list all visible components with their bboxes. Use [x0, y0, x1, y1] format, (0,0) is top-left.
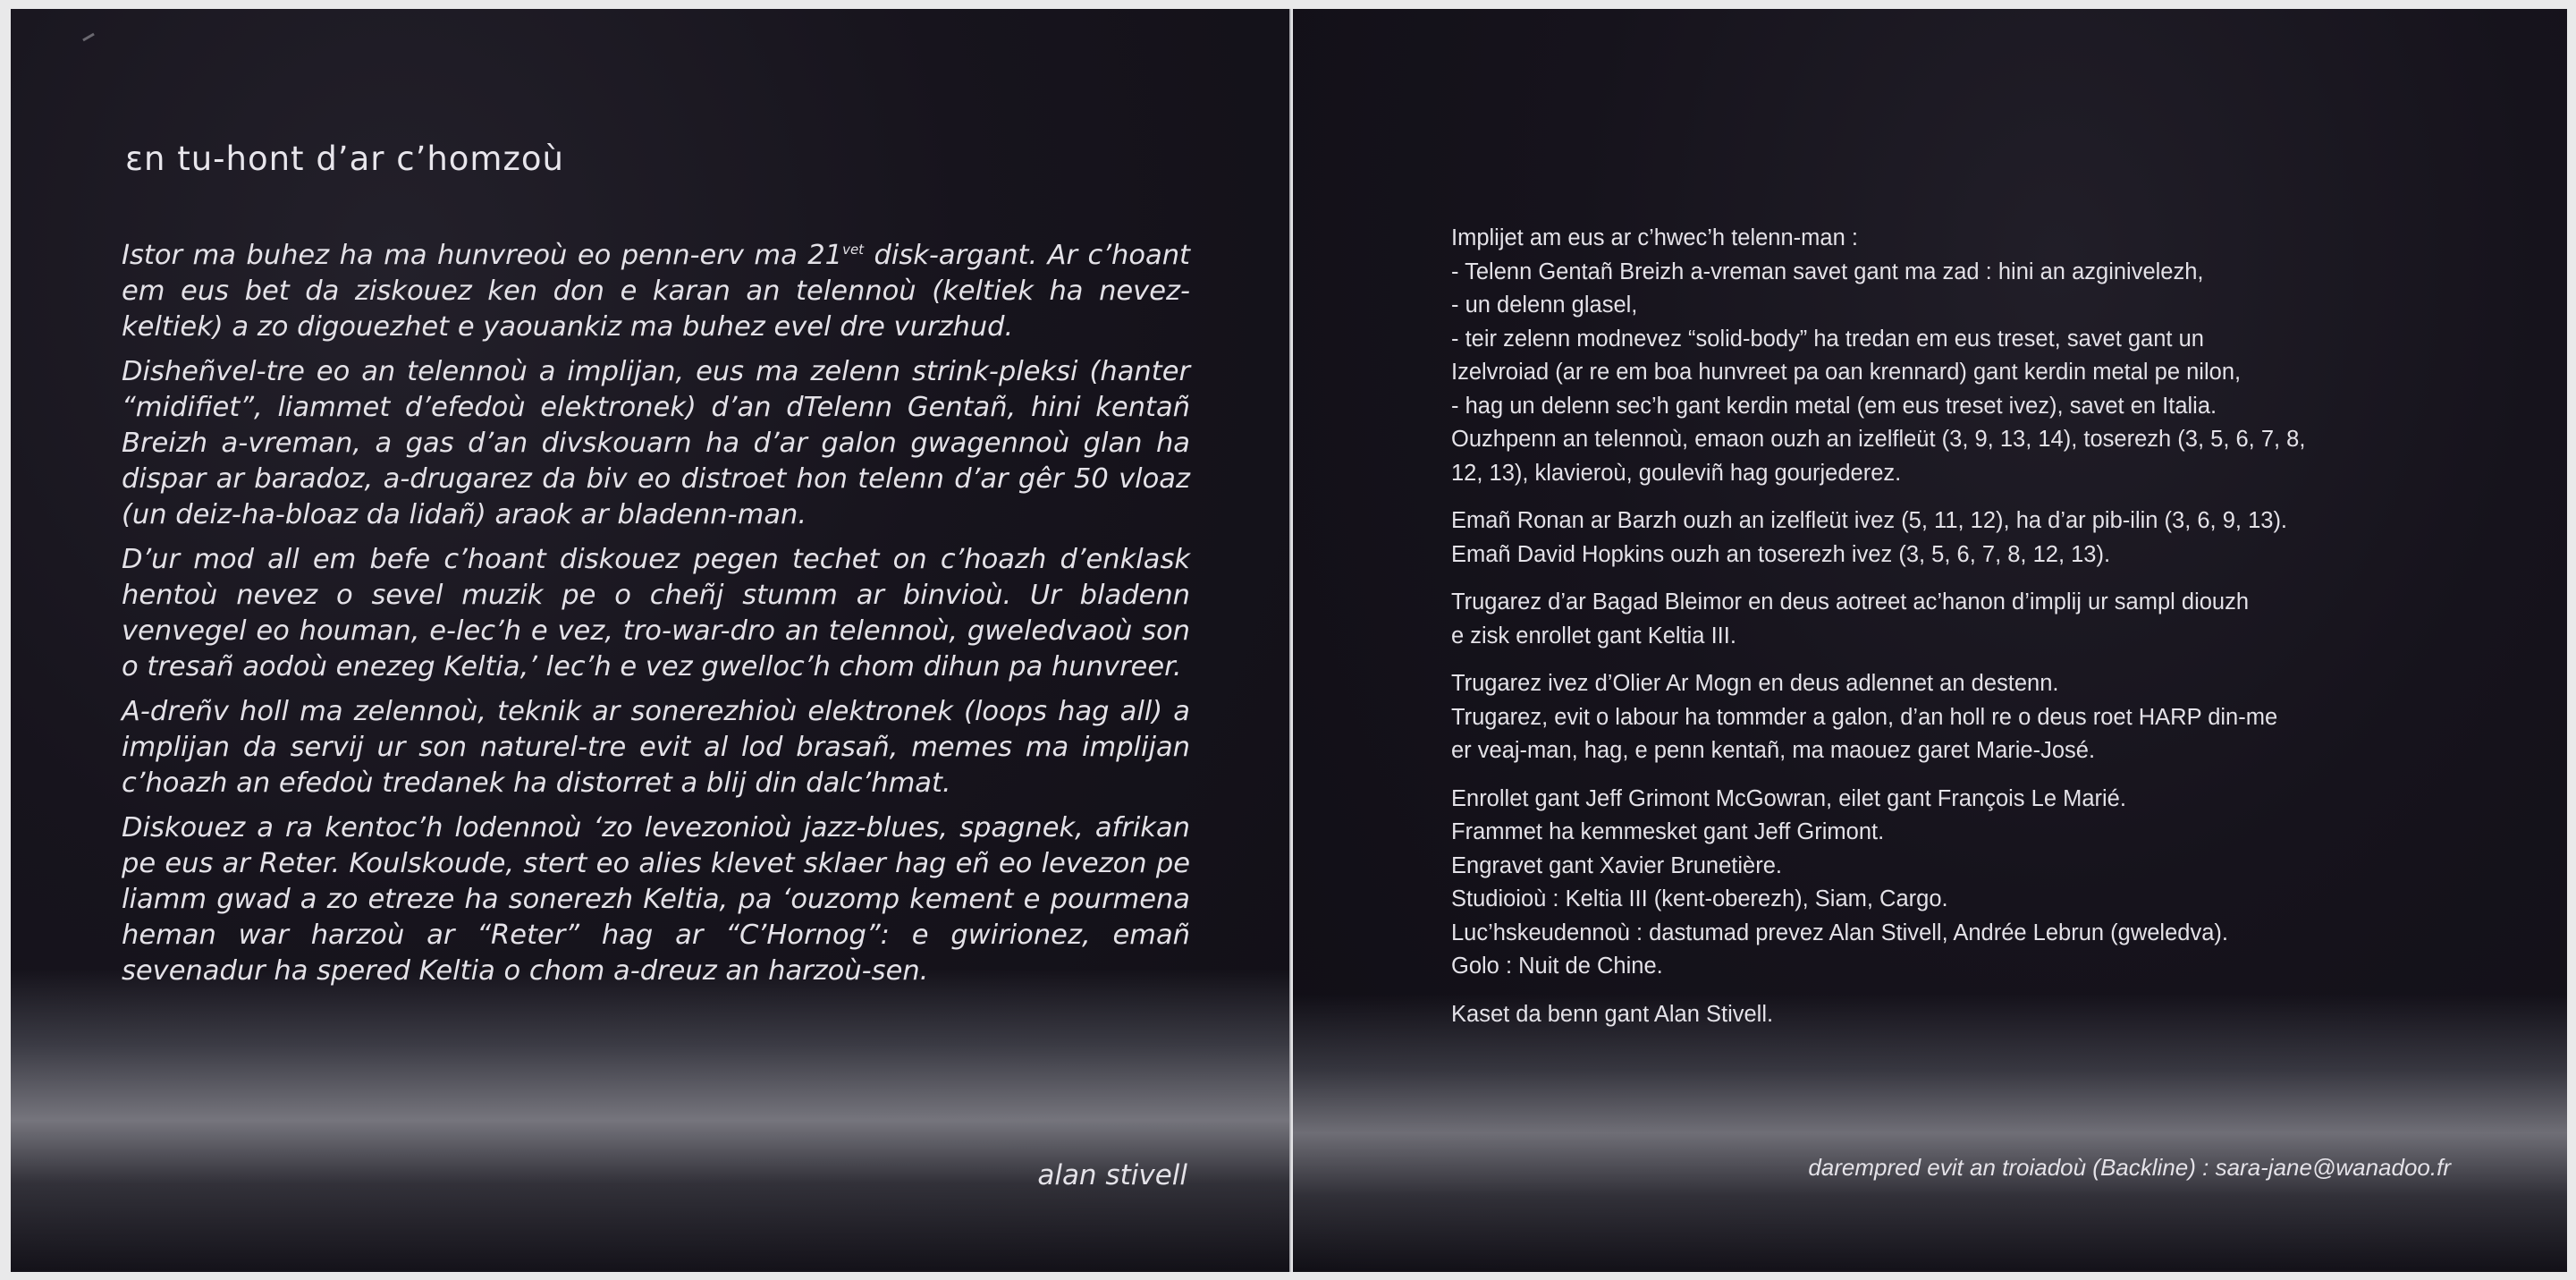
credits-line: Emañ David Hopkins ouzh an toserezh ivez (3, 5, 6, 7, 8, 12, 13).	[1451, 541, 2111, 567]
credits-line: e zisk enrollet gant Keltia III.	[1451, 623, 1736, 648]
credits-line: Trugarez d’ar Bagad Bleimor en deus aotreet ac’hanon d’implij ur sampl diouzh	[1451, 589, 2250, 615]
credits-block-thanks-bagad	[1451, 586, 2488, 653]
liner-notes-text	[122, 238, 1190, 998]
credits-line: 12, 13), klavieroù, gouleviñ hag gourjederez.	[1451, 460, 1902, 486]
credits-line: - hag un delenn sec’h gant kerdin metal (em eus treset ivez), savet en Italia.	[1451, 393, 2217, 419]
credits-block-instruments	[1451, 222, 2488, 490]
credits-line: Studioioù : Keltia III (kent-oberezh), Siam, Cargo.	[1451, 886, 1948, 911]
paragraph-2: Disheñvel-tre eo an telennoù a implijan, eus ma zelenn strink-pleksi (hanter “midifiet”, liammet d’efedoù elektronek) d’an dTelenn Gentañ, hini kentañ Breizh a-vreman, a gas d’an divskouarn ha d’ar galon gwagennoù glan ha dispar ar baradoz, a-drugarez da biv eo distroet hon telenn d’ar gêr 50 vloaz (un deiz-ha-bloaz da lidañ) araok ar bladenn-man.	[122, 356, 1190, 530]
credits-block-producer	[1451, 998, 2488, 1032]
credits-block-musicians	[1451, 504, 2488, 572]
credits-block-thanks	[1451, 667, 2488, 768]
contact-line: darempred evit an troiadoù (Backline) : sara-jane@wanadoo.fr	[1808, 1154, 2451, 1181]
left-page	[11, 9, 1293, 1272]
credits-line: - teir zelenn modnevez “solid-body” ha tredan em eus treset, savet gant un	[1451, 326, 2204, 352]
credits-line: Golo : Nuit de Chine.	[1451, 954, 1663, 979]
credits-line: Emañ Ronan ar Barzh ouzh an izelfleüt ivez (5, 11, 12), ha d’ar pib-ilin (3, 6, 9, 13).	[1451, 508, 2288, 533]
credits-text	[1451, 222, 2488, 1046]
credits-line: Trugarez ivez d’Olier Ar Mogn en deus adlennet an destenn.	[1451, 671, 2059, 696]
paragraph-5: Diskouez a ra kentoc’h lodennoù ‘zo levezonioù jazz-blues, spagnek, afrikan pe eus ar Reter. Koulskoude, stert eo alies klevet sklaer hag eñ eo levezon pe liamm gwad a zo etreze ha sonerezh Keltia, pa ‘ouzomp kement e pourmena heman war harzoù ar “Reter” hag ar “C’Hornog”: e gwirionez, emañ sevenadur ha spered Keltia o chom a-dreuz an harzoù-sen.	[122, 812, 1190, 987]
credits-block-production	[1451, 783, 2488, 984]
paragraph-3: D’ur mod all em befe c’hoant diskouez pegen techet on c’hoazh d’enklask hentoù nevez o sevel muzik pe o cheñj stumm ar binvioù. Ur bladenn venvegel eo houman, e-lec’h e vez, tro-war-dro an telennoù, gweledvaoù son o tresañ aodoù enezeg Keltia,’ lec’h e vez gwelloc’h chom dihun pa hunvreer.	[122, 544, 1190, 682]
paragraph-1-end: disk-argant. Ar c’hoant em eus bet da ziskouez ken don e karan an telennoù (keltiek ha nevez-keltiek) a zo digouezhet e yaouankiz ma buhez evel dre vurzhud.	[122, 240, 1190, 343]
credits-line: Frammet ha kemmesket gant Jeff Grimont.	[1451, 819, 1885, 844]
credits-line: Luc’hskeudennoù : dastumad prevez Alan Stivell, Andrée Lebrun (gweledva).	[1451, 920, 2228, 945]
credits-line: Izelvroiad (ar re em boa hunvreet pa oan krennard) gant kerdin metal pe nilon,	[1451, 360, 2242, 385]
credits-line: Trugarez, evit o labour ha tommder a galon, d’an holl re o deus roet HARP din-me	[1451, 704, 2278, 730]
credits-line: - un delenn glasel,	[1451, 292, 1638, 318]
credits-line: Implijet am eus ar c’hwec’h telenn-man :	[1451, 225, 1858, 250]
credits-line: - Telenn Gentañ Breizh a-vreman savet gant ma zad : hini an azginivelezh,	[1451, 259, 2204, 284]
paragraph-1	[122, 238, 1190, 345]
corner-mark	[82, 33, 95, 42]
credits-line: Enrollet gant Jeff Grimont McGowran, eilet gant François Le Marié.	[1451, 785, 2126, 811]
credits-line: er veaj-man, hag, e penn kentañ, ma maouez garet Marie-José.	[1451, 738, 2096, 763]
credits-line: Engravet gant Xavier Brunetière.	[1451, 852, 1782, 878]
ordinal-superscript: vet	[842, 241, 865, 258]
signature: alan stivell	[1037, 1159, 1187, 1191]
paragraph-1-start: Istor ma buhez ha ma hunvreoù eo penn-erv ma 21	[122, 240, 843, 271]
credits-line: Kaset da benn gant Alan Stivell.	[1451, 1001, 1774, 1027]
page-title: ɛn tu-hont d’ar c’homzoù	[125, 140, 564, 178]
paragraph-4: A-dreñv holl ma zelennoù, teknik ar sonerezhioù elektronek (loops hag all) a implijan da servij ur son naturel-tre evit al lod brasañ, memes ma implijan c’hoazh an efedoù tredanek ha distorret a blij din dalc’hmat.	[122, 696, 1190, 799]
credits-line: Ouzhpenn an telennoù, emaon ouzh an izelfleüt (3, 9, 13, 14), toserezh (3, 5, 6, 7, 8,	[1451, 427, 2306, 452]
right-page	[1293, 9, 2567, 1272]
